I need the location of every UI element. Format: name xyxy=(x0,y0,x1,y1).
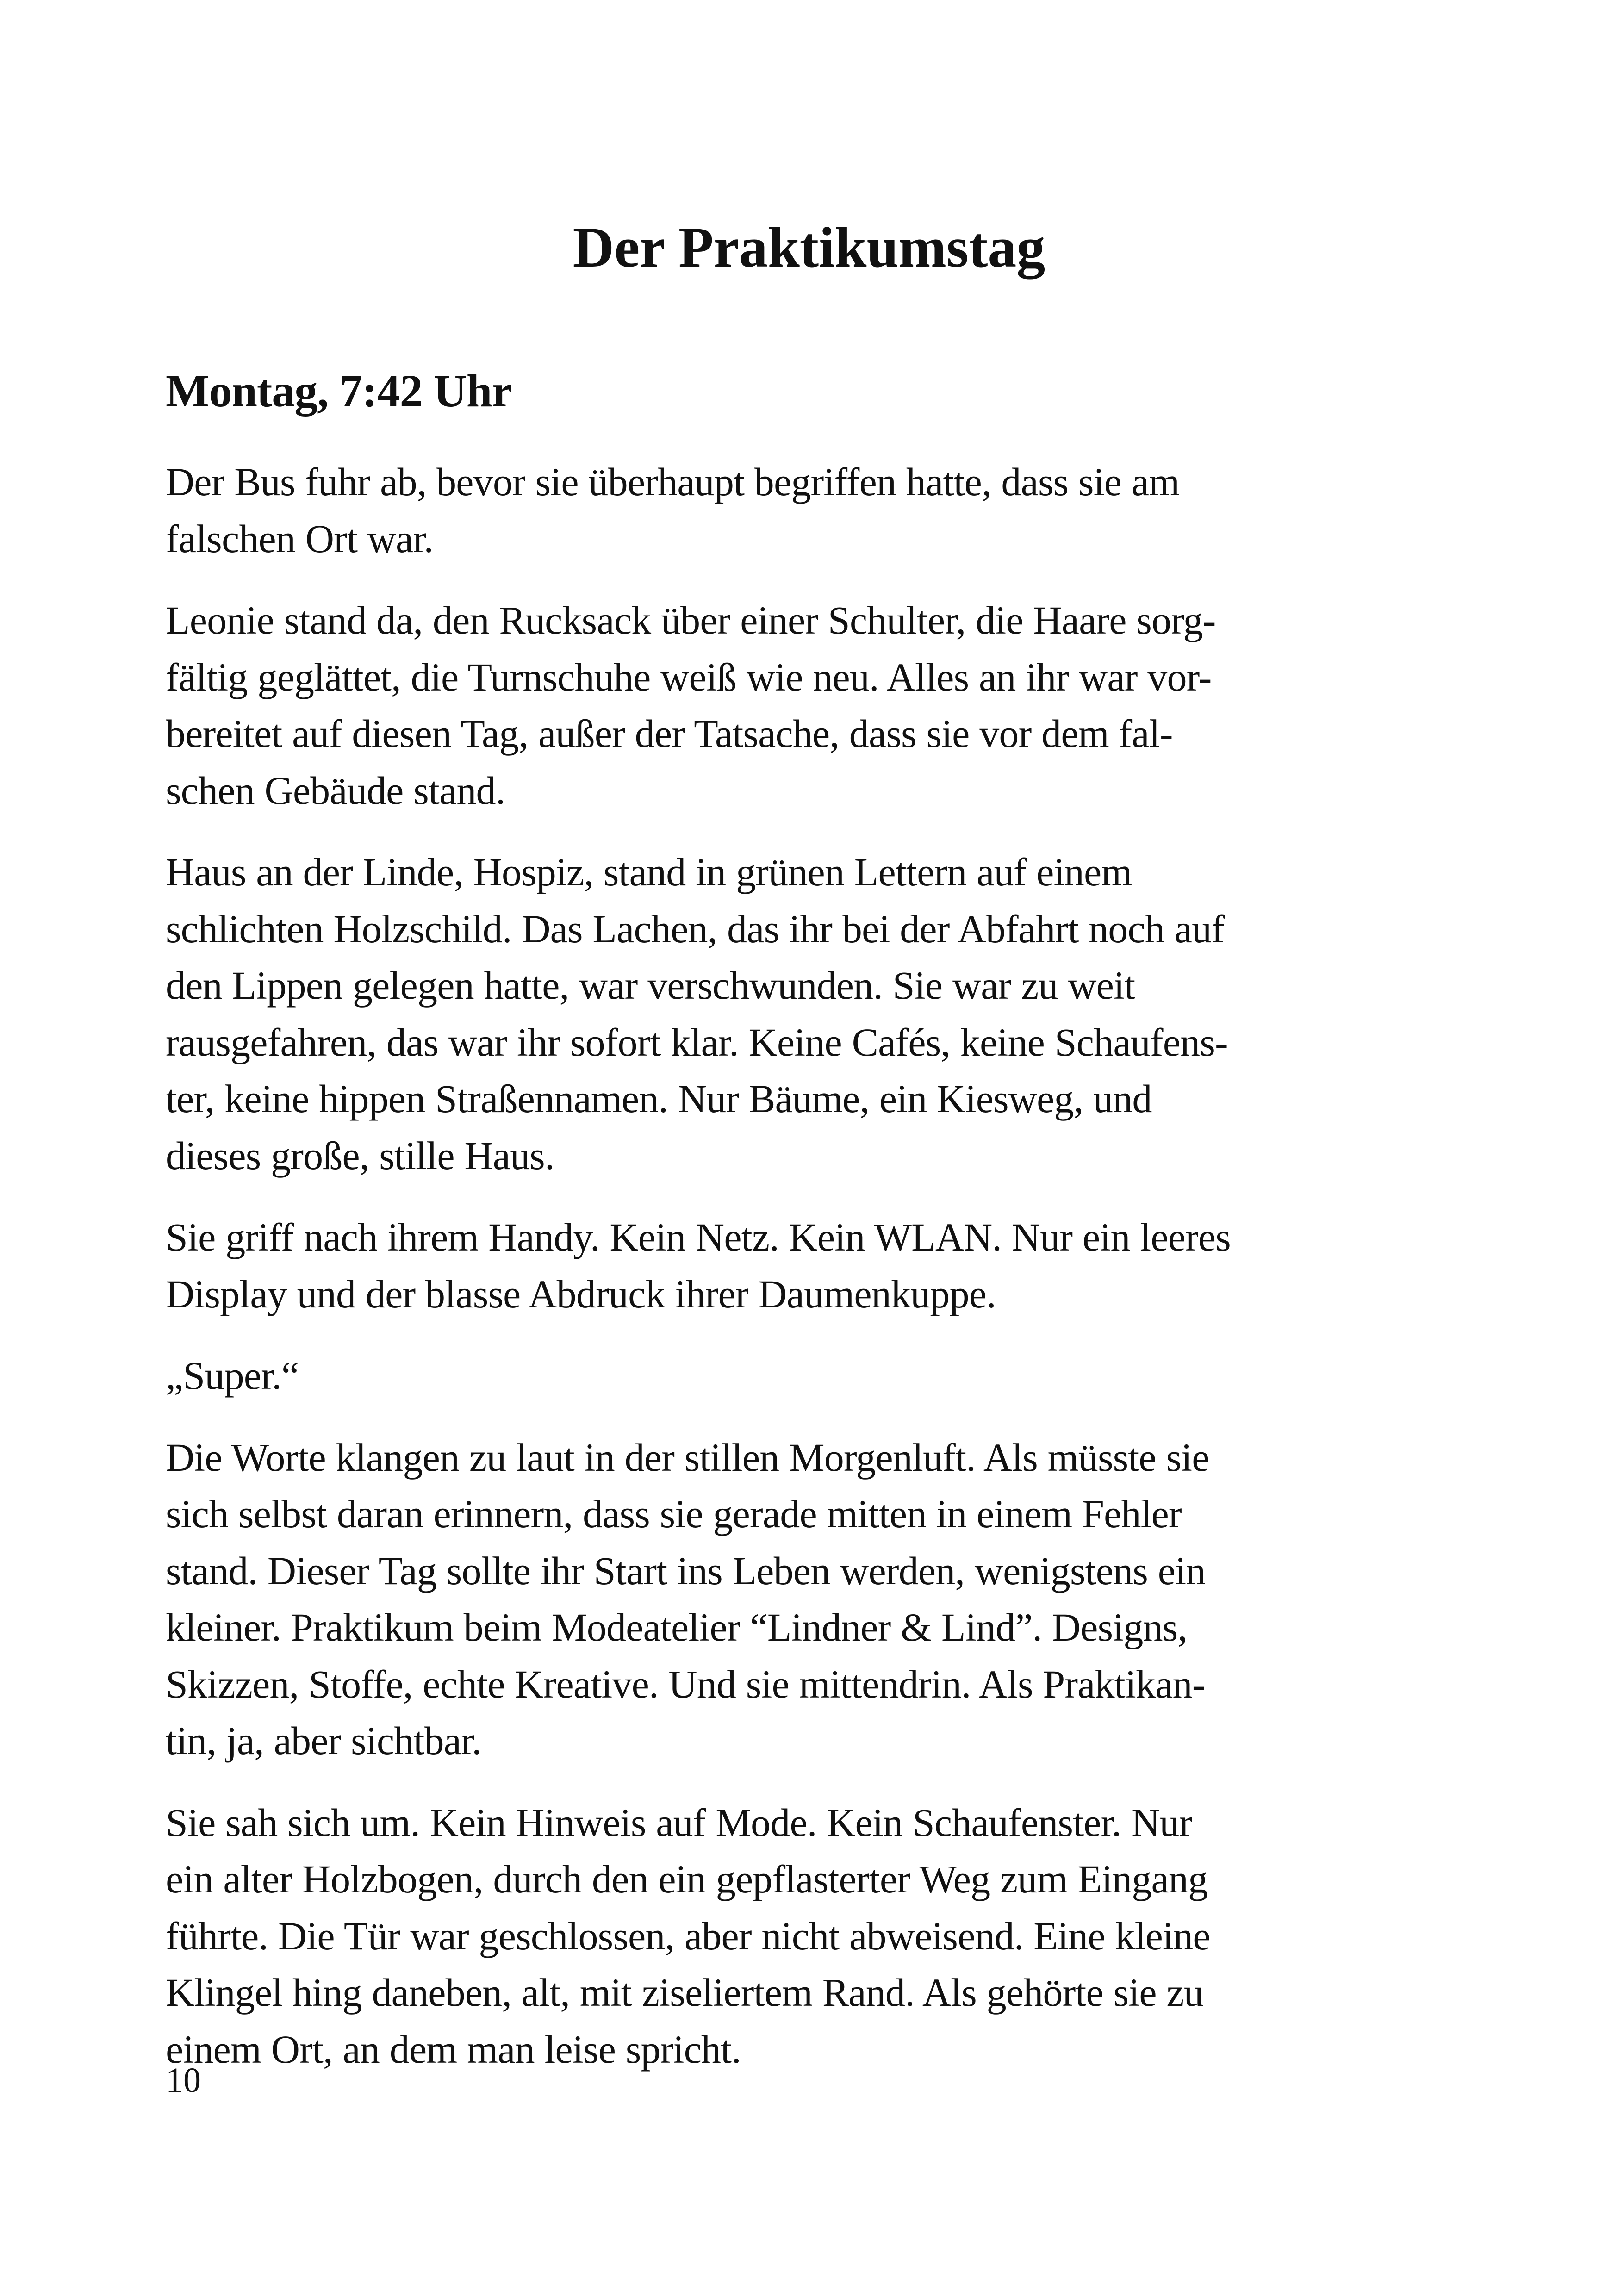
text-line: Sie griff nach ihrem Handy. Kein Netz. Kein WLAN. Nur ein leeres xyxy=(166,1215,1231,1259)
text-line: stand. Dieser Tag sollte ihr Start ins Leben werden, wenigstens ein xyxy=(166,1548,1206,1593)
page-number: 10 xyxy=(166,2061,201,2100)
text-line: den Lippen gelegen hatte, war verschwunden. Sie war zu weit xyxy=(166,963,1135,1008)
text-line: Der Bus fuhr ab, bevor sie überhaupt begriffen hatte, dass sie am xyxy=(166,460,1180,504)
text-line: Die Worte klangen zu laut in der stillen Morgenluft. Als müsste sie xyxy=(166,1435,1209,1480)
paragraph xyxy=(166,1794,1443,2078)
text-line: tin, ja, aber sichtbar. xyxy=(166,1718,481,1763)
text-line: Display und der blasse Abdruck ihrer Daumenkuppe. xyxy=(166,1271,996,1316)
text-line: rausgefahren, das war ihr sofort klar. Keine Cafés, keine Schaufens- xyxy=(166,1020,1228,1064)
text-line: Sie sah sich um. Kein Hinweis auf Mode. Kein Schaufenster. Nur xyxy=(166,1800,1192,1845)
text-line: fältig geglättet, die Turnschuhe weiß wie neu. Alles an ihr war vor- xyxy=(166,654,1212,699)
text-line: kleiner. Praktikum beim Modeatelier “Lindner & Lind”. Designs, xyxy=(166,1605,1188,1649)
page-body xyxy=(166,361,1443,2103)
text-line: Skizzen, Stoffe, echte Kreative. Und sie mittendrin. Als Praktikan- xyxy=(166,1661,1205,1706)
paragraph xyxy=(166,592,1443,819)
text-line: sich selbst daran erinnern, dass sie gerade mitten in einem Fehler xyxy=(166,1492,1182,1536)
paragraph xyxy=(166,1209,1443,1322)
text-line: Klingel hing daneben, alt, mit ziseliertem Rand. Als gehörte sie zu xyxy=(166,1970,1203,2015)
text-line: bereitet auf diesen Tag, außer der Tatsache, dass sie vor dem fal- xyxy=(166,711,1173,756)
paragraph xyxy=(166,454,1443,567)
paragraph xyxy=(166,1429,1443,1769)
text-line: dieses große, stille Haus. xyxy=(166,1133,554,1178)
text-line: schen Gebäude stand. xyxy=(166,768,505,813)
text-line: ein alter Holzbogen, durch den ein gepflasterter Weg zum Eingang xyxy=(166,1857,1208,1901)
text-line: einem Ort, an dem man leise spricht. xyxy=(166,2027,741,2072)
paragraph xyxy=(166,1347,1443,1404)
text-line: Haus an der Linde, Hospiz, stand in grünen Lettern auf einem xyxy=(166,850,1132,894)
text-line: „Super.“ xyxy=(166,1353,299,1398)
paragraph xyxy=(166,844,1443,1184)
text-line: ter, keine hippen Straßennamen. Nur Bäume, ein Kiesweg, und xyxy=(166,1076,1152,1121)
chapter-title: Der Praktikumstag xyxy=(573,216,1045,279)
section-heading: Montag, 7:42 Uhr xyxy=(166,365,512,417)
text-line: Leonie stand da, den Rucksack über einer Schulter, die Haare sorg- xyxy=(166,598,1216,642)
text-line: führte. Die Tür war geschlossen, aber nicht abweisend. Eine kleine xyxy=(166,1913,1210,1958)
text-line: falschen Ort war. xyxy=(166,516,434,561)
text-line: schlichten Holzschild. Das Lachen, das ihr bei der Abfahrt noch auf xyxy=(166,906,1225,951)
